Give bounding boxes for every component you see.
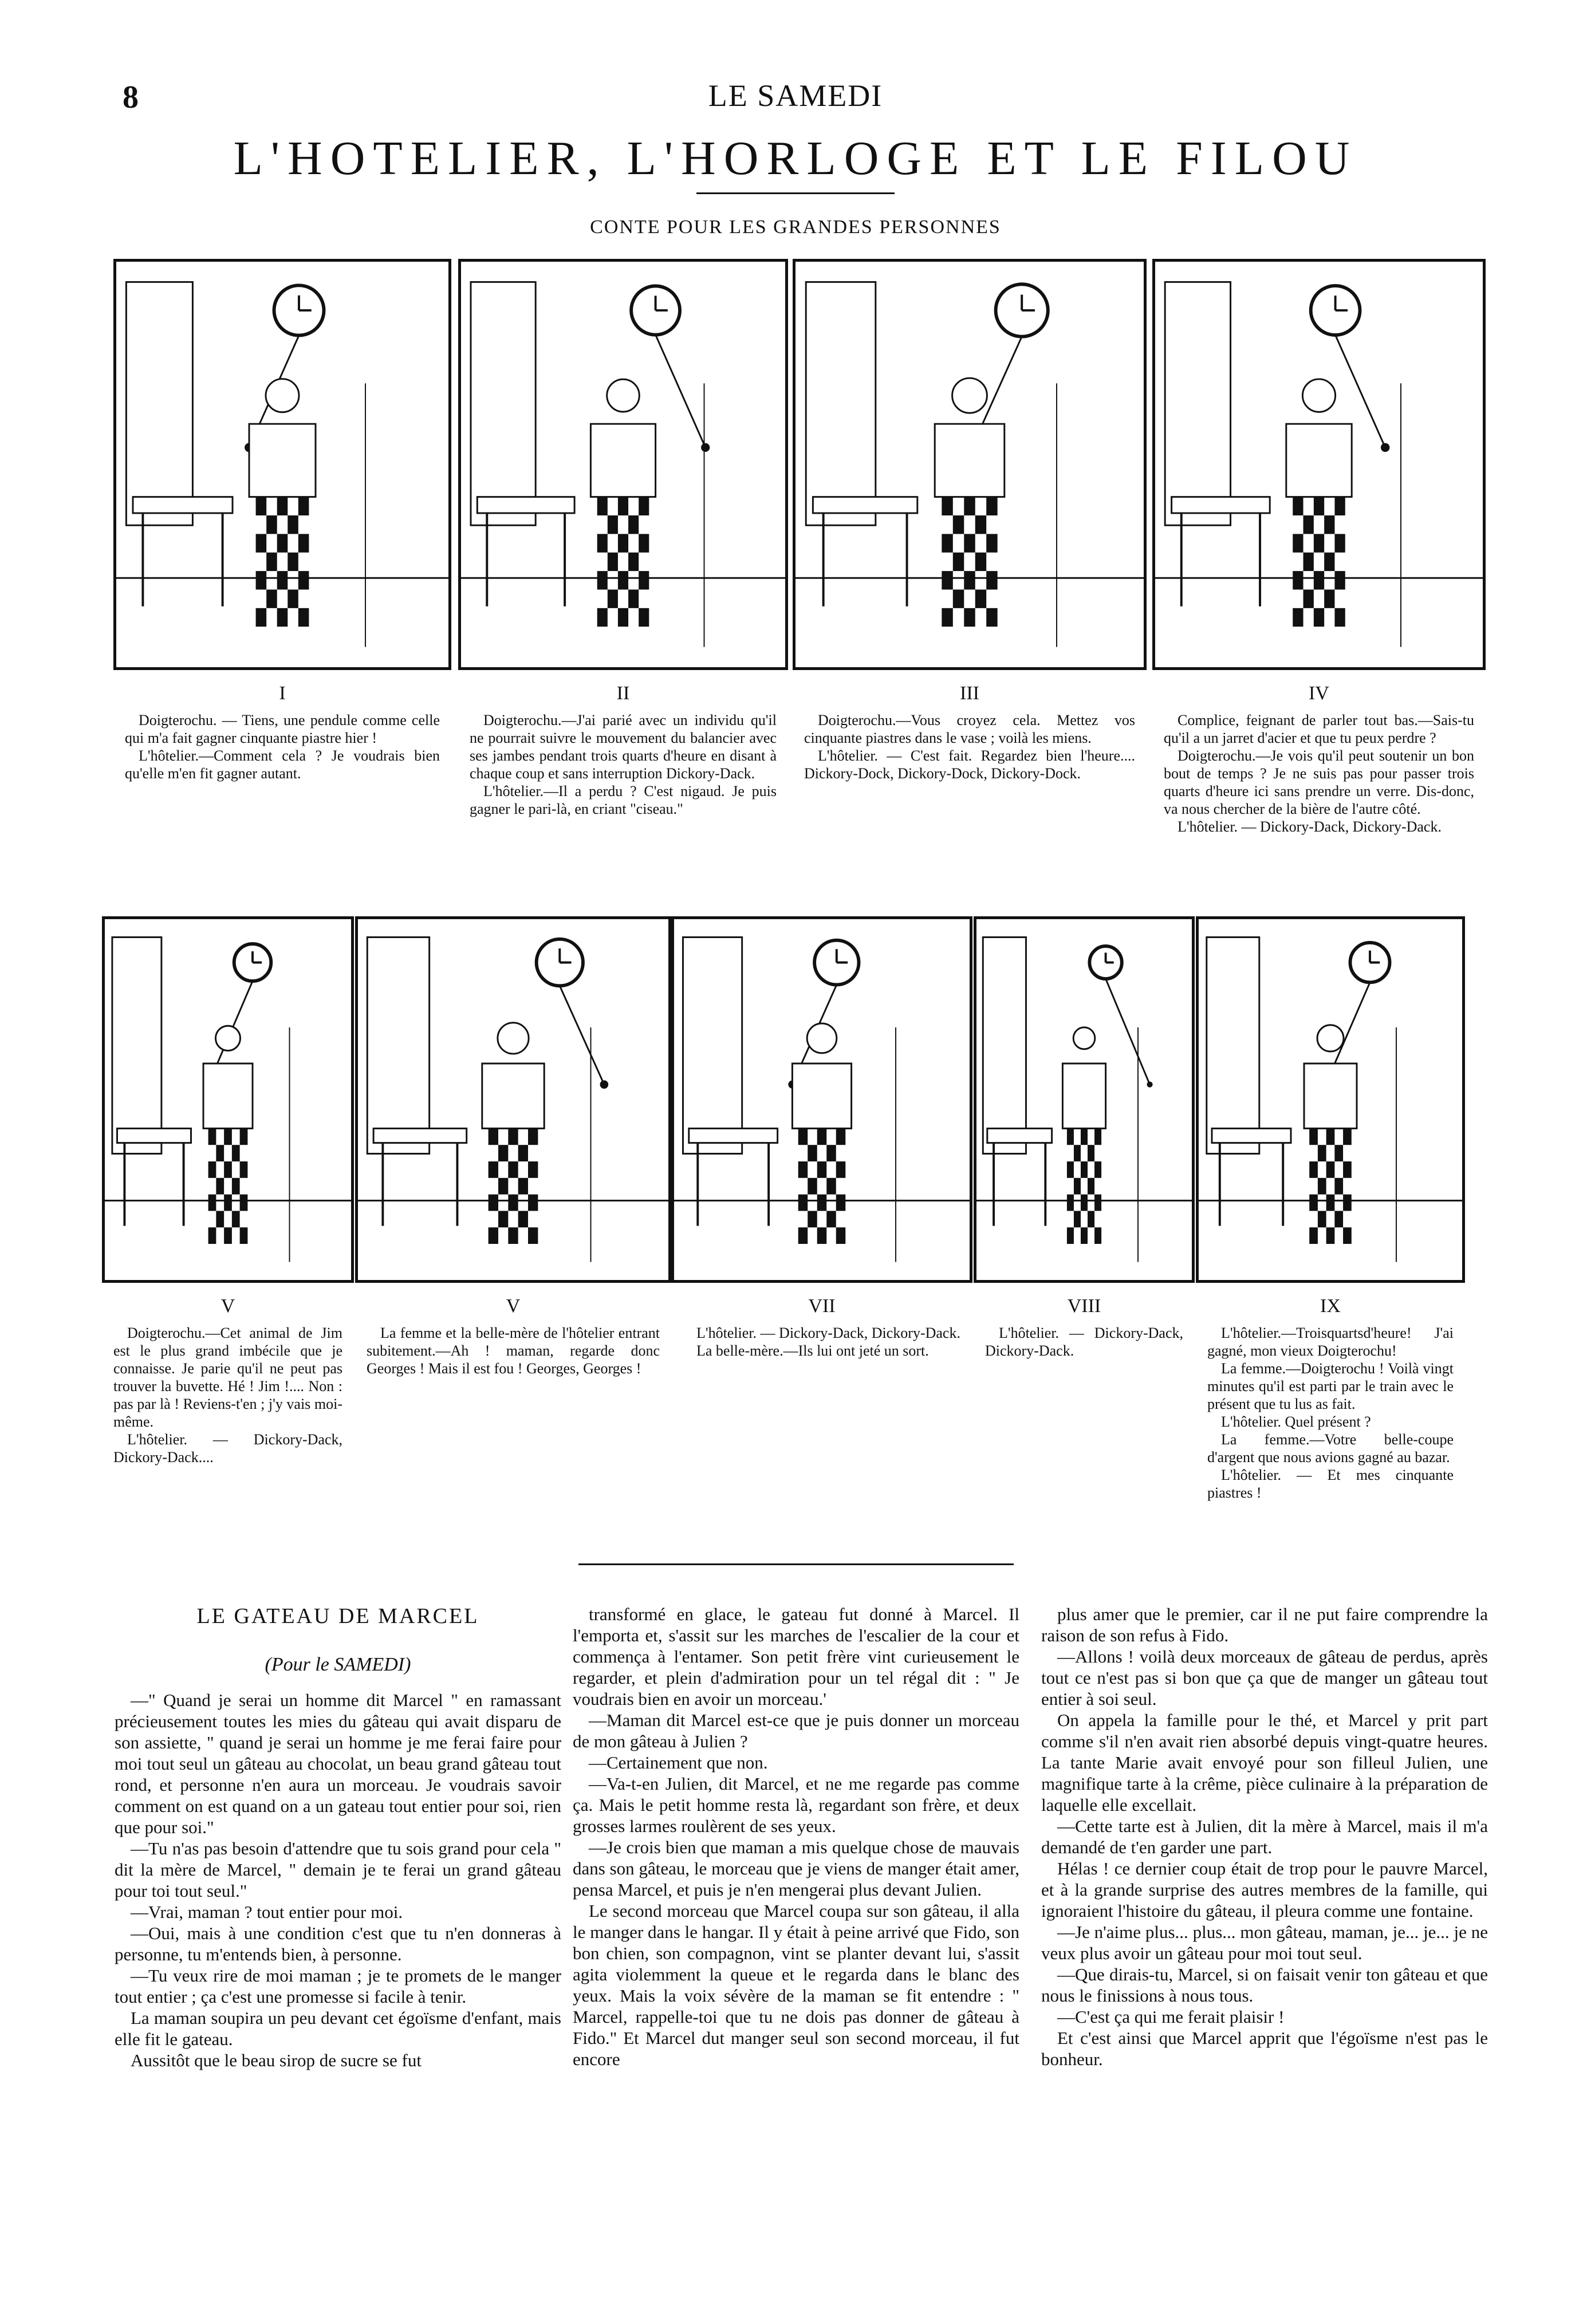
panel-numeral: IV (1309, 683, 1329, 704)
story-byline: (Pour le SAMEDI) (265, 1654, 411, 1675)
caption-line: Doigterochu.—Je vois qu'il peut soutenir un bon bout de temps ? Je ne suis pas pour passer trois quarts d'heure ici sans prendre un verre. Dis-donc, va nous chercher de la bière de l'autre côté. (1164, 747, 1474, 817)
panel-numeral: II (616, 683, 630, 704)
panel-numeral: V (506, 1295, 521, 1317)
story-paragraph: —Tu veux rire de moi maman ; je te promets de le manger tout entier ; ça c'est une promesse si facile à tenir. (115, 1965, 561, 2007)
caption-line: La belle-mère.—Ils lui ont jeté un sort. (696, 1342, 929, 1359)
caption-line: Doigterochu.—Cet animal de Jim est le plus grand imbécile que je connaisse. Je parie qu'il ne peut pas trouver la buvette. Hé ! Jim !.... Non : pas par là ! Reviens-t'en ; j'y vais moi-même. (113, 1325, 342, 1430)
comic-panel (102, 916, 354, 1283)
panel-caption (985, 1324, 1183, 1360)
publication-name: LE SAMEDI (708, 78, 883, 113)
caption-line: L'hôtelier. — Dickory-Dack, Dickory-Dack. (985, 1325, 1183, 1359)
panel-caption (367, 1324, 660, 1377)
story-paragraph: —Tu n'as pas besoin d'attendre que tu sois grand pour cela " dit la mère de Marcel, " demain je te ferai un grand gâteau pour toi tout seul." (115, 1838, 561, 1901)
caption-line: L'hôtelier. — Dickory-Dack, Dickory-Dack. (696, 1325, 960, 1341)
story-paragraph: —Va-t-en Julien, dit Marcel, et ne me regarde pas comme ça. Mais le petit homme resta là, regardant son frère, et deux grosses larmes roulèrent de ses yeux. (573, 1774, 1019, 1836)
panel-caption (125, 711, 440, 782)
caption-line: La femme.—Doigterochu ! Voilà vingt minutes qu'il est parti par le train avec le présent que tu lus as fait. (1207, 1360, 1454, 1412)
caption-line: Doigterochu. — Tiens, une pendule comme celle qui m'a fait gagner cinquante piastre hier ! (125, 712, 440, 746)
story-paragraph: plus amer que le premier, car il ne put faire comprendre la raison de son refus à Fido. (1041, 1604, 1488, 1645)
panel-numeral: I (279, 683, 286, 704)
title-rule (696, 192, 895, 194)
story-paragraph: —Allons ! voilà deux morceaux de gâteau de perdus, après tout ce n'est pas si bon que ça que de manger un gâteau tout entier à soi seul. (1041, 1647, 1488, 1709)
page-number: 8 (123, 80, 139, 115)
story-paragraph: Aussitôt que le beau sirop de sucre se fut (131, 2050, 422, 2070)
panel-caption (683, 1324, 961, 1360)
story-paragraph: —" Quand je serai un homme dit Marcel " en ramassant précieusement toutes les mies du gâteau qui avait disparu de son assiette, " quand je serai un homme je me ferai faire pour moi tout seul un gâteau au chocolat, un beau grand gâteau tout rond, et personne n'en aura un morceau. Je voudrais savoir comment on est quand on a un gateau tout entier pour soi, rien que pour soi." (115, 1690, 561, 1837)
story-paragraph: —Certainement que non. (589, 1752, 768, 1772)
page-title: L'HOTELIER, L'HORLOGE ET LE FILOU (233, 132, 1358, 185)
caption-line: La femme.—Votre belle-coupe d'argent que nous avions gagné au bazar. (1207, 1431, 1454, 1466)
comic-panel (1196, 916, 1465, 1283)
story-paragraph: —Je crois bien que maman a mis quelque chose de mauvais dans son gâteau, le morceau que je viens de manger était amer, pensa Marcel, et puis je n'en mengerai plus devant Julien. (573, 1837, 1019, 1900)
panel-numeral: IX (1320, 1295, 1341, 1317)
story-paragraph: On appela la famille pour le thé, et Marcel y prit part comme s'il n'en avait rien absorbé depuis vingt-quatre heures. La tante Marie avait envoyé pour son filleul Julien, une magnifique tarte à la crême, pièce culinaire à la préparation de laquelle elle excellait. (1041, 1710, 1488, 1815)
section-rule (578, 1563, 1014, 1565)
caption-line: L'hôtelier.—Il a perdu ? C'est nigaud. Je puis gagner le pari-là, en criant "ciseau." (470, 783, 777, 817)
comic-panel (1152, 259, 1486, 670)
caption-line: L'hôtelier. — C'est fait. Regardez bien l'heure.... Dickory-Dock, Dickory-Dock, Dickory-Dock. (804, 747, 1135, 782)
story-paragraph: Le second morceau que Marcel coupa sur son gâteau, il alla le manger dans le hangar. Il y était à peine arrivé que Fido, son bon chien, son compagnon, vint se planter devant lui, s'assit agita violemment la queue et le regarda dans le blanc des yeux. Mais la voix sévère de la maman se fit entendre : " Marcel, rappelle-toi que tu ne dois pas donner de gâteau à Fido." Et Marcel dut manger seul son second morceau, il fut encore (573, 1901, 1019, 2069)
comic-panel (458, 259, 788, 670)
story-paragraph: —Je n'aime plus... plus... mon gâteau, maman, je... je... je ne veux plus avoir un gâteau pour moi tout seul. (1041, 1922, 1488, 1963)
story-paragraph: La maman soupira un peu devant cet égoïsme d'enfant, mais elle fit le gateau. (115, 2008, 561, 2049)
caption-line: L'hôtelier. — Dickory-Dack, Dickory-Dack. (1178, 818, 1442, 835)
caption-line: L'hôtelier.—Troisquartsd'heure! J'ai gagné, mon vieux Doigterochu! (1207, 1325, 1454, 1359)
panel-numeral: VIII (1067, 1295, 1101, 1317)
story-paragraph: —Maman dit Marcel est-ce que je puis donner un morceau de mon gâteau à Julien ? (573, 1710, 1019, 1751)
caption-line: L'hôtelier. — Dickory-Dack, Dickory-Dack.... (113, 1431, 342, 1466)
caption-line: L'hôtelier. — Et mes cinquante piastres ! (1207, 1467, 1454, 1501)
story-paragraph: Hélas ! ce dernier coup était de trop pour le pauvre Marcel, et à la grande surprise des autres membres de la famille, qui ignoraient l'histoire du gâteau, il pleura comme une fontaine. (1041, 1858, 1488, 1921)
story-paragraph: —C'est ça qui me ferait plaisir ! (1057, 2007, 1285, 2027)
panel-caption (113, 1324, 342, 1466)
comic-panel (671, 916, 972, 1283)
subtitle: CONTE POUR LES GRANDES PERSONNES (590, 216, 1001, 238)
story-paragraph: Et c'est ainsi que Marcel apprit que l'égoïsme n'est pas le bonheur. (1041, 2028, 1488, 2069)
story-paragraph: —Cette tarte est à Julien, dit la mère à Marcel, mais il m'a demandé de t'en garder une part. (1041, 1816, 1488, 1857)
story-paragraph: —Que dirais-tu, Marcel, si on faisait venir ton gâteau et que nous le finissions à nous tous. (1041, 1964, 1488, 2006)
story-paragraph: —Vrai, maman ? tout entier pour moi. (131, 1902, 403, 1922)
panel-numeral: VII (808, 1295, 836, 1317)
story-paragraph: transformé en glace, le gateau fut donné à Marcel. Il l'emporta et, s'assit sur les marches de l'escalier de la cour et commença à l'entamer. Son petit frère vint curieusement le regarder, et plein d'admiration pour un tel régal dit : " Je voudrais bien en avoir un morceau.' (573, 1604, 1019, 1709)
comic-panel (974, 916, 1195, 1283)
panel-caption (1164, 711, 1474, 836)
comic-panel (793, 259, 1147, 670)
caption-line: Doigterochu.—J'ai parié avec un individu qu'il ne pourrait suivre le mouvement du balancier avec ses jambes pendant trois quarts d'heure en disant à chaque coup et sans interruption Dickory-Dack. (470, 712, 777, 782)
story-column-2 (573, 1604, 1019, 2070)
story-title: LE GATEAU DE MARCEL (196, 1604, 479, 1628)
panel-caption (804, 711, 1135, 782)
panel-numeral: III (960, 683, 979, 704)
story-column-3 (1041, 1604, 1488, 2070)
caption-line: L'hôtelier.—Comment cela ? Je voudrais bien qu'elle m'en fit gagner autant. (125, 747, 440, 782)
comic-panel (113, 259, 451, 670)
caption-line: Doigterochu.—Vous croyez cela. Mettez vos cinquante piastres dans le vase ; voilà les miens. (804, 712, 1135, 746)
panel-caption (470, 711, 777, 818)
caption-line: L'hôtelier. Quel présent ? (1221, 1413, 1371, 1430)
comic-panel (355, 916, 671, 1283)
panel-numeral: V (220, 1295, 235, 1317)
caption-line: Complice, feignant de parler tout bas.—Sais-tu qu'il a un jarret d'acier et que tu peux perdre ? (1164, 712, 1474, 746)
story-column-1 (115, 1689, 561, 2071)
panel-caption (1207, 1324, 1454, 1502)
caption-line: La femme et la belle-mère de l'hôtelier entrant subitement.—Ah ! maman, regarde donc Georges ! Mais il est fou ! Georges, Georges ! (367, 1325, 660, 1377)
story-paragraph: —Oui, mais à une condition c'est que tu n'en donneras à personne, tu m'entends bien, à personne. (115, 1923, 561, 1964)
